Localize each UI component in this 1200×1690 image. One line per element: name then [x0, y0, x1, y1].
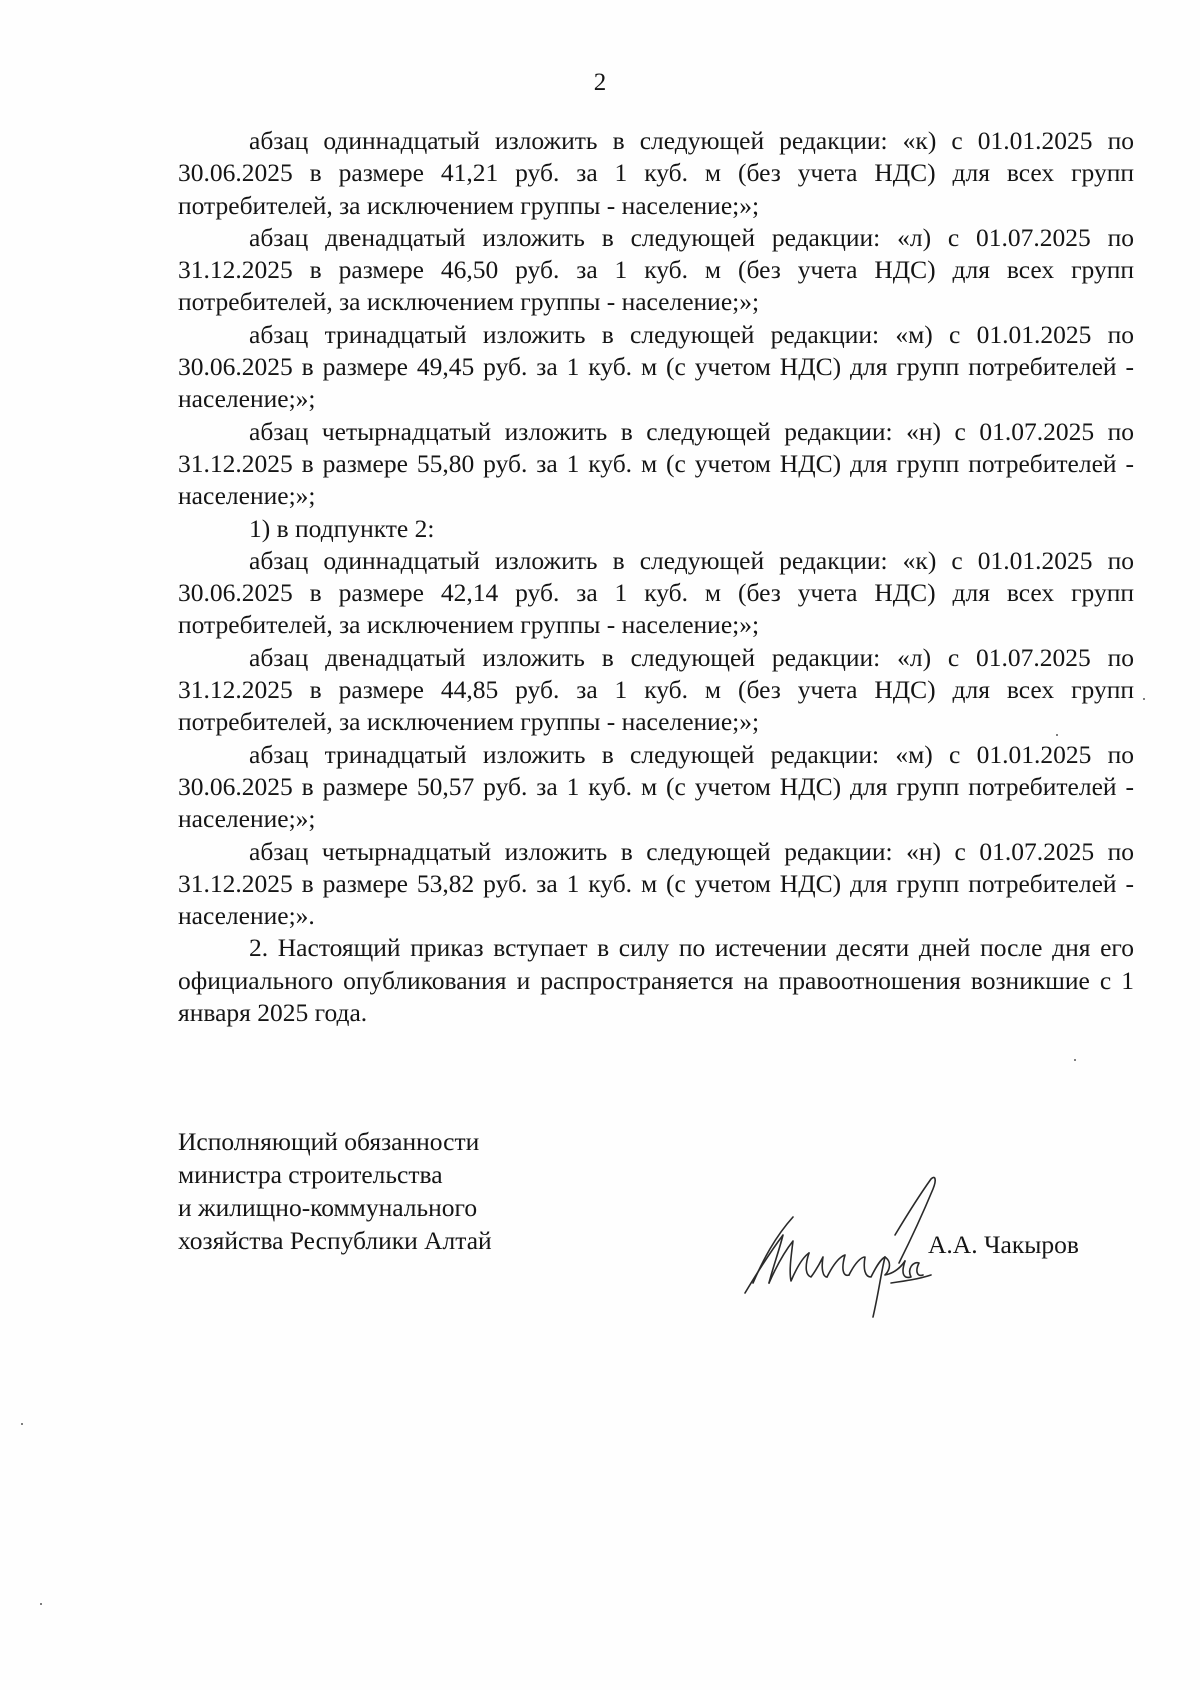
signatory-position: [178, 1125, 598, 1257]
signer-name: А.А. Чакыров: [928, 1230, 1079, 1259]
paragraph: абзац тринадцатый изложить в следующей редакции: «м) с 01.01.2025 по 30.06.2025 в размере 50,57 руб. за 1 куб. м (с учетом НДС) для групп потребителей - население;»;: [178, 739, 1134, 834]
scan-speck: [1074, 1059, 1076, 1061]
paragraph: абзац двенадцатый изложить в следующей редакции: «л) с 01.07.2025 по 31.12.2025 в размере 44,85 руб. за 1 куб. м (без учета НДС) для всех групп потребителей, за исключением группы - население;»;: [178, 642, 1134, 737]
paragraph: абзац одиннадцатый изложить в следующей редакции: «к) с 01.01.2025 по 30.06.2025 в размере 41,21 руб. за 1 куб. м (без учета НДС) для всех групп потребителей, за исключением группы - население;»;: [178, 126, 1134, 220]
position-line: Исполняющий обязанности: [178, 1127, 480, 1156]
position-line: хозяйства Республики Алтай: [178, 1226, 492, 1255]
paragraph: абзац одиннадцатый изложить в следующей редакции: «к) с 01.01.2025 по 30.06.2025 в размере 42,14 руб. за 1 куб. м (без учета НДС) для всех групп потребителей, за исключением группы - население;»;: [178, 545, 1134, 640]
document-body: [178, 125, 1134, 1029]
scan-speck: [40, 1603, 42, 1605]
paragraph: абзац тринадцатый изложить в следующей редакции: «м) с 01.01.2025 по 30.06.2025 в размере 49,45 руб. за 1 куб. м (с учетом НДС) для групп потребителей - население;»;: [178, 319, 1134, 414]
paragraph: абзац четырнадцатый изложить в следующей редакции: «н) с 01.07.2025 по 31.12.2025 в размере 55,80 руб. за 1 куб. м (с учетом НДС) для групп потребителей - население;»;: [178, 416, 1134, 511]
paragraph: абзац четырнадцатый изложить в следующей редакции: «н) с 01.07.2025 по 31.12.2025 в размере 53,82 руб. за 1 куб. м (с учетом НДС) для групп потребителей - население;».: [178, 836, 1134, 931]
scan-speck: [21, 1423, 23, 1425]
position-line: министра строительства: [178, 1160, 443, 1189]
paragraph: 1) в подпункте 2:: [249, 513, 435, 543]
position-line: и жилищно-коммунального: [178, 1193, 478, 1222]
page-number: 2: [593, 69, 607, 96]
scan-speck: [1056, 734, 1058, 736]
paragraph: абзац двенадцатый изложить в следующей редакции: «л) с 01.07.2025 по 31.12.2025 в размере 46,50 руб. за 1 куб. м (без учета НДС) для всех групп потребителей, за исключением группы - население;»;: [178, 222, 1134, 317]
scan-speck: [1143, 698, 1145, 700]
paragraph: 2. Настоящий приказ вступает в силу по истечении десяти дней после дня его официального опубликования и распространяется на правоотношения возникшие с 1 января 2025 года.: [178, 933, 1134, 1028]
